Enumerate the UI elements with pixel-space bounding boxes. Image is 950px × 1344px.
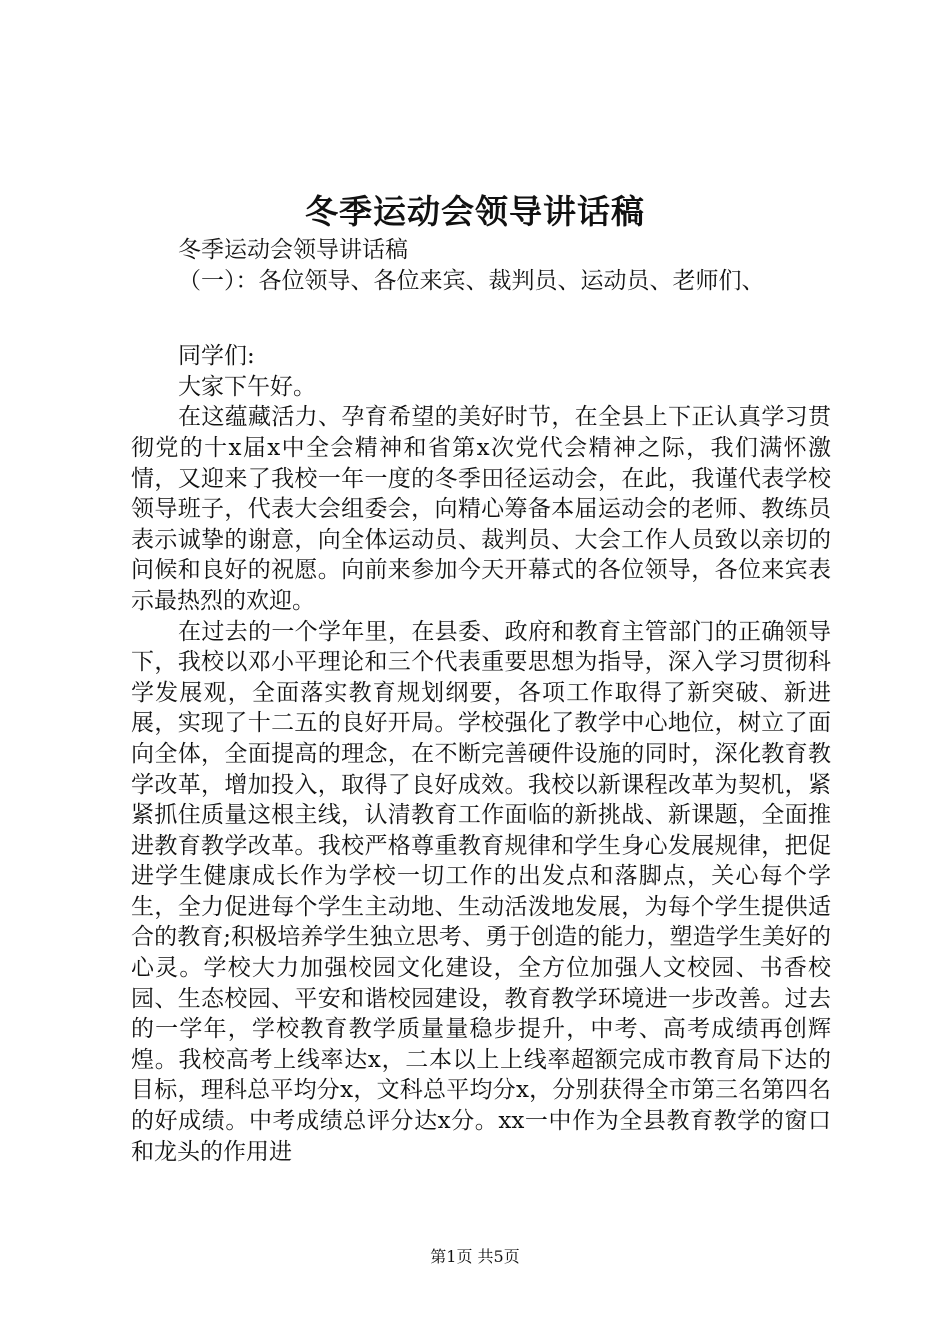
salutation-line-2: 同学们: xyxy=(178,343,255,370)
document-subtitle: 冬季运动会领导讲话稿 xyxy=(178,237,408,263)
page-footer: 第1页 共5页 xyxy=(430,1247,520,1266)
document-body xyxy=(131,235,831,1167)
paragraph-1: 在这蕴藏活力、孕育希望的美好时节，在全县上下正认真学习贯彻党的十x届x中全会精神和省第x次党代会精神之际，我们满怀激情，又迎来了我校一年一度的冬季田径运动会，在此，我谨代表学校领导班子，代表大会组委会，向精心筹备本届运动会的老师、教练员表示诚挚的谢意，向全体运动员、裁判员、大会工作人员致以亲切的问候和良好的祝愿。向前来参加今天开幕式的各位领导，各位来宾表示最热烈的欢迎。 xyxy=(131,404,831,614)
paragraph-2: 在过去的一个学年里，在县委、政府和教育主管部门的正确领导下，我校以邓小平理论和三个代表重要思想为指导，深入学习贯彻科学发展观，全面落实教育规划纲要，各项工作取得了新突破、新进展，实现了十二五的良好开局。学校强化了教学中心地位，树立了面向全体，全面提高的理念，在不断完善硬件设施的同时，深化教育教学改革，增加投入，取得了良好成效。我校以新课程改革为契机，紧紧抓住质量这根主线，认清教育工作面临的新挑战、新课题，全面推进教育教学改革。我校严格尊重教育规律和学生身心发展规律，把促进学生健康成长作为学校一切工作的出发点和落脚点，关心每个学生，全力促进每个学生主动地、生动活泼地发展，为每个学生提供适合的教育;积极培养学生独立思考、勇于创造的能力，塑造学生美好的心灵。学校大力加强校园文化建设，全方位加强人文校园、书香校园、生态校园、平安和谐校园建设，教育教学环境进一步改善。过去的一学年，学校教育教学质量量稳步提升，中考、高考成绩再创辉煌。我校高考上线率达x，二本以上上线率超额完成市教育局下达的目标，理科总平均分x，文科总平均分x，分别获得全市第三名第四名的好成绩。中考成绩总评分达x分。xx一中作为全县教育教学的窗口和龙头的作用进 xyxy=(131,618,831,1165)
blank-gap xyxy=(131,296,831,341)
greeting: 大家下午好。 xyxy=(178,373,316,400)
document-title: 冬季运动会领导讲话稿 xyxy=(305,192,645,231)
salutation-line-1: （一）：各位领导、各位来宾、裁判员、运动员、老师们、 xyxy=(178,267,765,294)
